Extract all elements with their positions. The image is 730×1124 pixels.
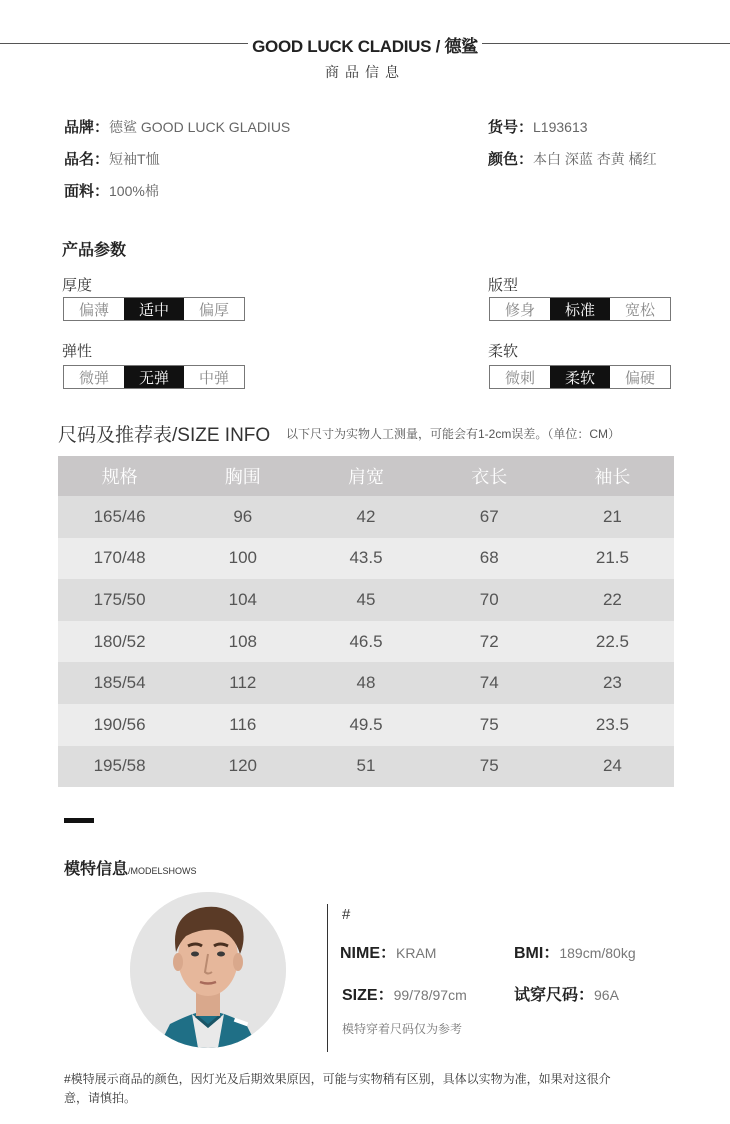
elasticity-label: 弹性 (62, 343, 93, 360)
table-cell: 104 (228, 589, 257, 609)
table-row (58, 662, 674, 704)
table-cell: 51 (356, 756, 376, 776)
table-cell: 22 (602, 589, 622, 609)
info-fabric (64, 180, 159, 201)
header-rule-right (482, 43, 730, 44)
size-info-title: 尺码及推荐表/SIZE INFO (58, 425, 271, 446)
elasticity-option: 无弹 (124, 366, 184, 388)
model-name (340, 940, 436, 963)
table-cell: 24 (602, 756, 622, 776)
model-title-main: 模特信息 (64, 861, 129, 878)
table-cell: 67 (479, 506, 499, 526)
model-portrait-icon (130, 892, 286, 1048)
header-cell: 规格 (101, 467, 138, 487)
model-divider (327, 904, 328, 1052)
header-rule-left (0, 43, 248, 44)
info-name-label: 品名： (64, 151, 110, 168)
table-cell: 116 (229, 714, 257, 734)
fit-option: 修身 (504, 301, 535, 319)
model-try-size-value: 96A (594, 987, 619, 1003)
header-cell: 袖长 (594, 467, 631, 487)
header-cell: 胸围 (224, 467, 261, 487)
model-size-label: SIZE： (342, 987, 394, 1004)
table-cell: 96 (233, 506, 253, 526)
fit-option: 宽松 (624, 301, 655, 319)
table-cell: 48 (356, 673, 376, 693)
table-cell: 170/48 (93, 548, 146, 568)
table-cell: 42 (356, 506, 376, 526)
table-cell: 165/46 (93, 506, 146, 526)
size-table (58, 456, 674, 787)
info-item-no (488, 116, 588, 137)
table-cell: 180/52 (93, 631, 146, 651)
table-cell: 23 (602, 673, 622, 693)
table-row (58, 579, 674, 621)
thickness-label: 厚度 (62, 277, 93, 294)
elasticity-scale (63, 365, 245, 389)
info-item-no-value: L193613 (533, 119, 588, 135)
table-cell: 49.5 (349, 714, 383, 734)
info-color-value: 本白 深蓝 杏黄 橘红 (533, 151, 657, 167)
section-dash (64, 818, 94, 823)
model-size (342, 982, 467, 1005)
softness-option: 柔软 (550, 366, 610, 388)
table-cell: 190/56 (93, 714, 146, 734)
table-cell: 100 (228, 548, 257, 568)
model-bmi-label: BMI： (514, 945, 560, 962)
softness-label: 柔软 (488, 343, 519, 360)
model-hash: # (342, 906, 351, 923)
model-title-small: /MODELSHOWS (128, 866, 197, 876)
info-name-value: 短袖T恤 (109, 151, 160, 167)
fit-option: 标准 (550, 298, 610, 320)
thickness-option: 适中 (124, 298, 184, 320)
table-cell: 46.5 (349, 631, 383, 651)
elasticity-option: 中弹 (198, 369, 229, 387)
table-cell: 74 (479, 673, 499, 693)
table-cell: 75 (479, 756, 499, 776)
size-info-note: 以下尺寸为实物人工测量，可能会有1-2cm误差。（单位：CM） (286, 427, 621, 441)
table-cell: 45 (356, 589, 376, 609)
model-title (64, 856, 197, 879)
info-fabric-value: 100%棉 (109, 183, 159, 199)
table-row (58, 621, 674, 663)
softness-option: 偏硬 (624, 369, 655, 387)
page-title: GOOD LUCK CLADIUS / 德鲨 (252, 37, 478, 56)
params-title: 产品参数 (62, 242, 127, 259)
table-cell: 21.5 (595, 548, 629, 568)
model-note: 模特穿着尺码仅为参考 (342, 1022, 463, 1036)
elasticity-option: 微弹 (78, 369, 109, 387)
table-row (58, 538, 674, 580)
model-try-size-label: 试穿尺码： (514, 987, 595, 1004)
table-cell: 175/50 (93, 589, 146, 609)
fit-scale (489, 297, 671, 321)
model-bmi-value: 189cm/80kg (559, 945, 636, 961)
model-name-label: NIME： (340, 945, 397, 962)
table-cell: 75 (479, 714, 499, 734)
info-fabric-label: 面料： (64, 183, 110, 200)
table-row (58, 496, 674, 538)
size-table-header (58, 456, 674, 496)
table-cell: 23.5 (595, 714, 629, 734)
info-item-no-label: 货号： (488, 119, 534, 136)
fit-label: 版型 (488, 277, 519, 294)
model-size-value: 99/78/97cm (393, 987, 467, 1003)
model-name-value: KRAM (396, 945, 437, 961)
softness-option: 微刺 (504, 369, 535, 387)
info-color (488, 148, 657, 169)
thickness-option: 偏厚 (198, 301, 229, 319)
header-cell: 肩宽 (348, 467, 384, 487)
info-color-label: 颜色： (488, 151, 534, 168)
table-cell: 108 (228, 631, 257, 651)
table-cell: 43.5 (349, 548, 383, 568)
info-brand-label: 品牌： (64, 119, 110, 136)
model-try-size (514, 982, 619, 1005)
table-cell: 120 (228, 756, 257, 776)
table-cell: 70 (479, 589, 499, 609)
footer-disclaimer: #模特展示商品的颜色，因灯光及后期效果原因，可能与实物稍有区别，具体以实物为准，如果对这很介意，请慎拍。 (64, 1072, 611, 1105)
table-row (58, 704, 674, 746)
page-subtitle: 商品信息 (325, 64, 405, 80)
info-name (64, 148, 160, 169)
header-cell: 衣长 (471, 467, 508, 487)
thickness-scale (63, 297, 245, 321)
table-cell: 195/58 (93, 756, 146, 776)
thickness-option: 偏薄 (78, 301, 109, 319)
table-cell: 112 (229, 673, 257, 693)
table-cell: 185/54 (93, 673, 146, 693)
softness-scale (489, 365, 671, 389)
table-row (58, 746, 674, 788)
table-cell: 72 (479, 631, 499, 651)
table-cell: 22.5 (595, 631, 629, 651)
model-avatar (130, 892, 286, 1048)
table-cell: 68 (479, 548, 499, 568)
model-bmi (514, 940, 636, 963)
table-cell: 21 (602, 506, 622, 526)
info-brand-value: 德鲨 GOOD LUCK GLADIUS (109, 119, 291, 135)
info-brand (64, 116, 290, 137)
